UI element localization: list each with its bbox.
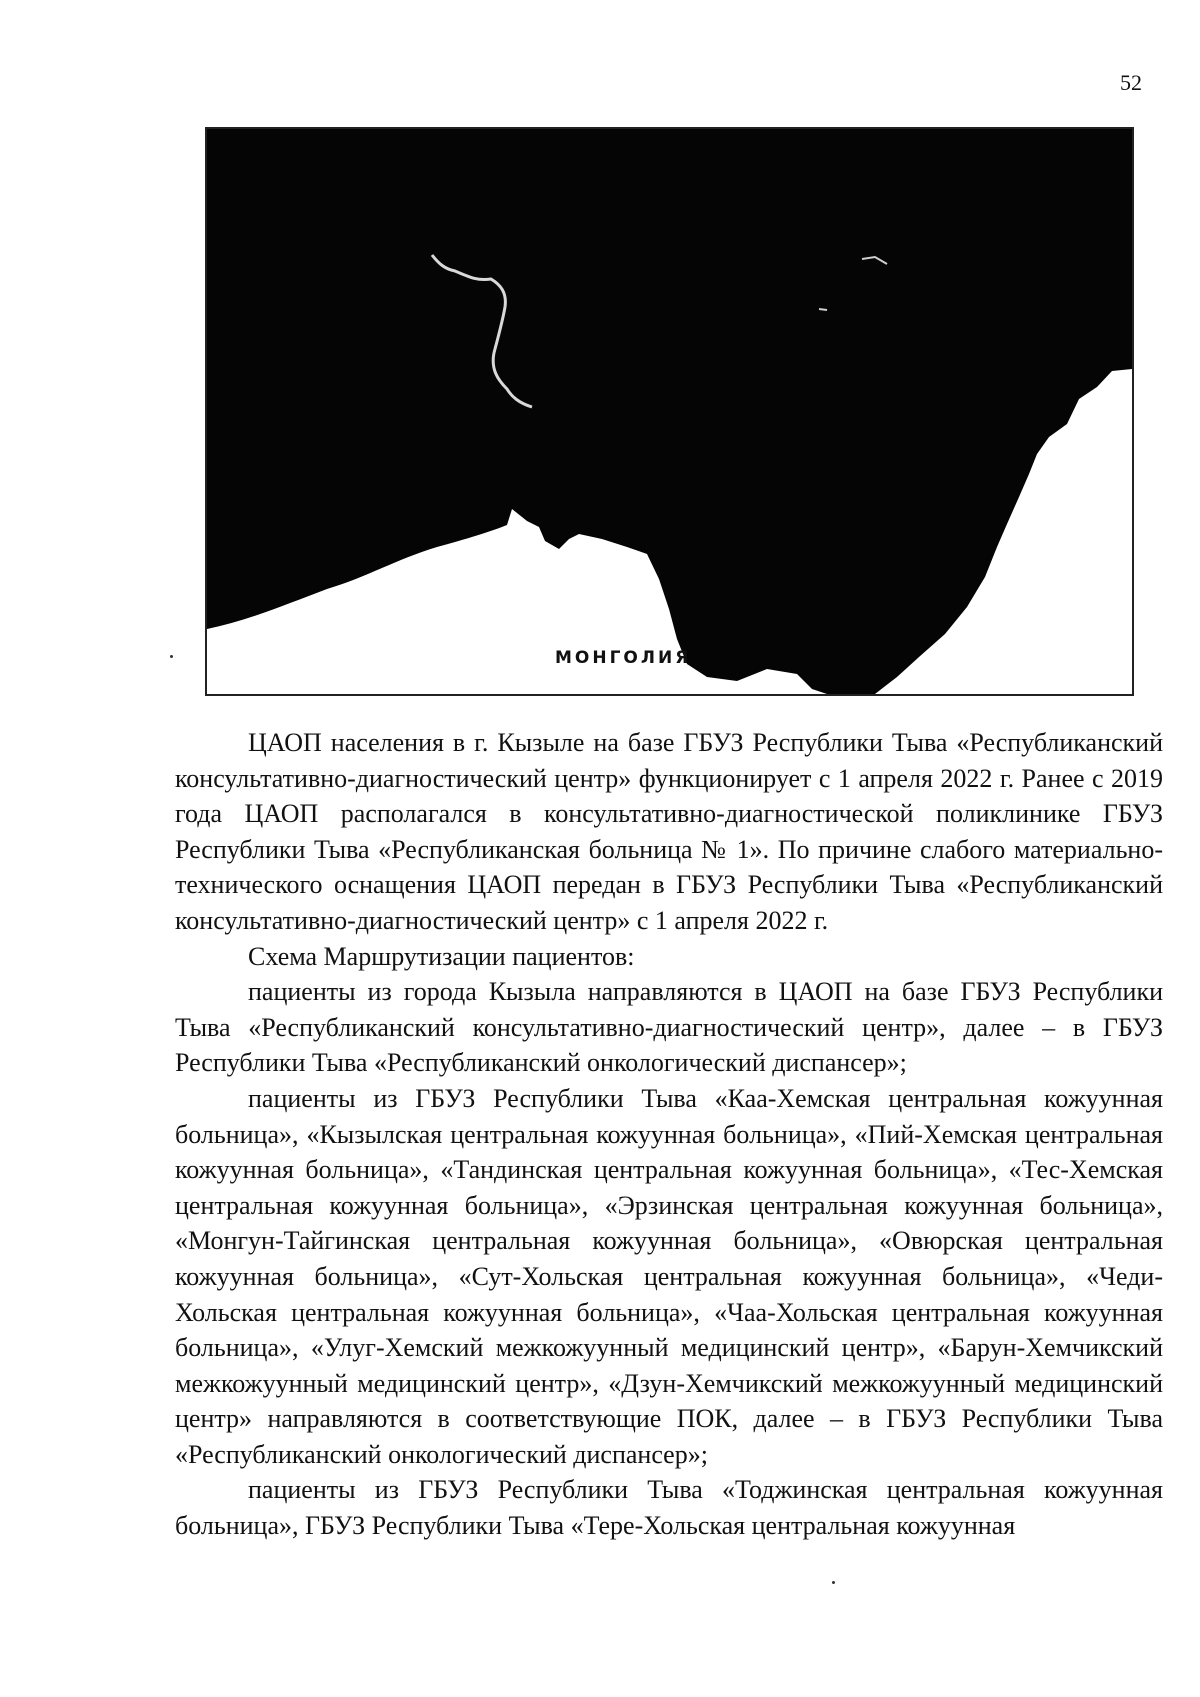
scan-speck <box>170 655 173 658</box>
region-map <box>205 127 1134 696</box>
river-speck <box>819 309 827 310</box>
document-body <box>175 725 1163 1544</box>
page-number: 52 <box>1120 70 1142 95</box>
paragraph: пациенты из города Кызыла направляются в ЦАОП на базе ГБУЗ Республики Тыва «Республиканский консультативно-диагностический центр», далее – в ГБУЗ Республики Тыва «Республиканский онкологический диспансер»; <box>175 977 1163 1078</box>
paragraph: пациенты из ГБУЗ Республики Тыва «Каа-Хемская центральная кожуунная больница», «Кызылская центральная кожуунная больница», «Пий-Хемская центральная кожуунная больница», «Тандинская центральная кожуунная больница», «Тес-Хемская центральная кожуунная больница», «Эрзинская центральная кожуунная больница», «Монгун-Тайгинская центральная кожуунная больница», «Овюрская центральная кожуунная больница», «Сут-Хольская центральная кожуунная больница», «Чеди-Хольская центральная кожуунная больница», «Чаа-Хольская центральная кожуунная больница», «Улуг-Хемский межкожуунный медицинский центр», «Барун-Хемчикский межкожуунный медицинский центр», «Дзун-Хемчикский межкожуунный медицинский центр» направляются в соответствующие ПОК, далее – в ГБУЗ Республики Тыва «Республиканский онкологический диспансер»; <box>175 1083 1163 1469</box>
paragraph: пациенты из ГБУЗ Республики Тыва «Тоджинская центральная кожуунная больница», ГБУЗ Республики Тыва «Тере-Хольская центральная кожуунная <box>175 1475 1163 1541</box>
scan-speck <box>832 1581 835 1584</box>
map-label-mongolia: МОНГОЛИЯ <box>555 648 692 668</box>
map-graphic <box>207 129 1132 694</box>
paragraph: ЦАОП населения в г. Кызыле на базе ГБУЗ Республики Тыва «Республиканский консультативно-диагностический центр» функционирует с 1 апреля 2022 г. Ранее с 2019 года ЦАОП располагался в консультативно-диагностической поликлинике ГБУЗ Республики Тыва «Республиканская больница № 1». По причине слабого материально-технического оснащения ЦАОП передан в ГБУЗ Республики Тыва «Республиканский консультативно-диагностический центр» с 1 апреля 2022 г. <box>175 728 1163 935</box>
paragraph: Схема Маршрутизации пациентов: <box>248 941 635 971</box>
